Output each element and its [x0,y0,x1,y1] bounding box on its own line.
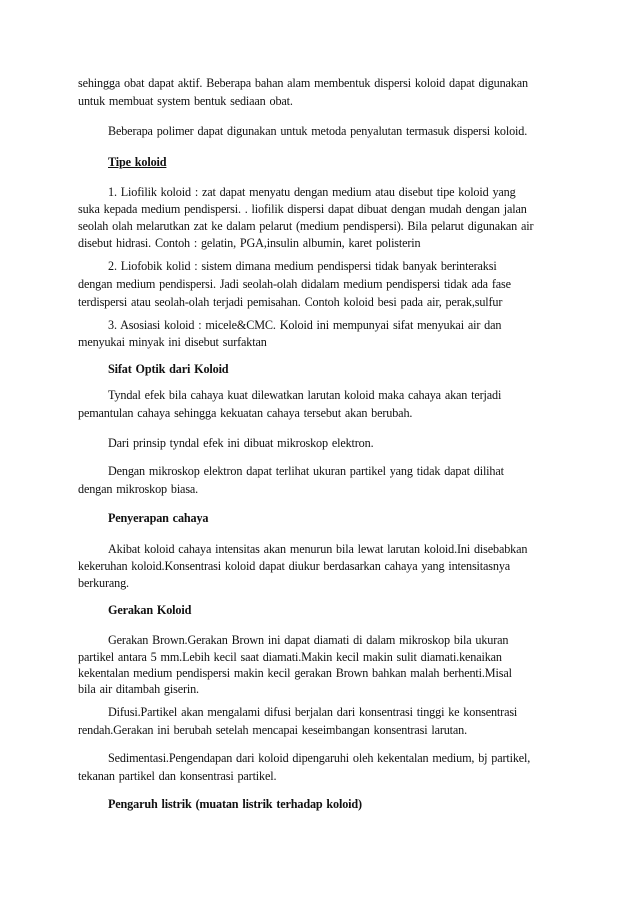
penyerapan-line-3: berkurang. [78,576,129,590]
list-item-asosiasi-line-1: 3. Asosiasi koloid : micele&CMC. Koloid ini mempunyai sifat menyukai air dan [108,318,502,332]
gerakan-brown-line-3: kekentalan medium pendispersi makin kecil gerakan Brown bahkan malah berhenti.Misal [78,666,512,680]
list-item-liofilik-line-2: suka kepada medium pendispersi. . liofilik dispersi dapat dibuat dengan mudah dengan jalan [78,202,527,216]
list-item-liofilik-line-4: disebut hidrasi. Contoh : gelatin, PGA,insulin albumin, karet polisterin [78,236,421,250]
heading-gerakan-koloid: Gerakan Koloid [108,603,192,617]
list-item-liofilik-line-3: seolah olah melarutkan zat ke dalam pelarut (medium pendispersi). Bila pelarut digunakan air [78,219,534,233]
heading-pengaruh-listrik: Pengaruh listrik (muatan listrik terhadap koloid) [108,797,362,811]
list-item-liofobik-line-2: dengan medium pendispersi. Jadi seolah-olah didalam medium pendispersi tidak ada fase [78,277,511,291]
heading-tipe-koloid: Tipe koloid [108,155,167,169]
polymer-paragraph: Beberapa polimer dapat digunakan untuk metoda penyalutan termasuk dispersi koloid. [108,124,528,138]
gerakan-sedimentasi-line-2: tekanan partikel dan konsentrasi partikel. [78,769,277,783]
gerakan-brown-line-4: bila air ditambah giserin. [78,682,199,696]
gerakan-sedimentasi-line-1: Sedimentasi.Pengendapan dari koloid dipengaruhi oleh kekentalan medium, bj partikel, [108,751,531,765]
sifat-optik-prinsip: Dari prinsip tyndal efek ini dibuat mikroskop elektron. [108,436,374,450]
sifat-optik-mikroskop-line-2: dengan mikroskop biasa. [78,482,199,496]
sifat-optik-mikroskop-line-1: Dengan mikroskop elektron dapat terlihat ukuran partikel yang tidak dapat dilihat [108,464,504,478]
intro-line-1: sehingga obat dapat aktif. Beberapa bahan alam membentuk dispersi koloid dapat digunakan [78,76,528,90]
list-item-liofilik-line-1: 1. Liofilik koloid : zat dapat menyatu dengan medium atau disebut tipe koloid yang [108,185,516,199]
list-item-liofobik-line-3: terdispersi atau seolah-olah terjadi pemisahan. Contoh koloid besi pada air, perak,sulfur [78,295,503,309]
penyerapan-line-1: Akibat koloid cahaya intensitas akan menurun bila lewat larutan koloid.Ini disebabkan [108,542,528,556]
heading-sifat-optik: Sifat Optik dari Koloid [108,362,229,376]
sifat-optik-tyndal-line-2: pemantulan cahaya sehingga kekuatan cahaya tersebut akan berubah. [78,406,413,420]
heading-penyerapan-cahaya: Penyerapan cahaya [108,511,209,525]
penyerapan-line-2: kekeruhan koloid.Konsentrasi koloid dapat diukur berdasarkan cahaya yang intensitasnya [78,559,511,573]
sifat-optik-tyndal-line-1: Tyndal efek bila cahaya kuat dilewatkan larutan koloid maka cahaya akan terjadi [108,388,502,402]
gerakan-difusi-line-1: Difusi.Partikel akan mengalami difusi berjalan dari konsentrasi tinggi ke konsentrasi [108,705,518,719]
list-item-asosiasi-line-2: menyukai minyak ini disebut surfaktan [78,335,267,349]
list-item-liofobik-line-1: 2. Liofobik kolid : sistem dimana medium pendispersi tidak banyak berinteraksi [108,259,497,273]
gerakan-brown-line-2: partikel antara 5 mm.Lebih kecil saat diamati.Makin kecil makin sulit diamati.kenaikan [78,650,502,664]
gerakan-difusi-line-2: rendah.Gerakan ini berubah setelah mencapai keseimbangan konsentrasi larutan. [78,723,468,737]
intro-line-2: untuk membuat system bentuk sediaan obat. [78,94,293,108]
gerakan-brown-line-1: Gerakan Brown.Gerakan Brown ini dapat diamati di dalam mikroskop bila ukuran [108,633,509,647]
